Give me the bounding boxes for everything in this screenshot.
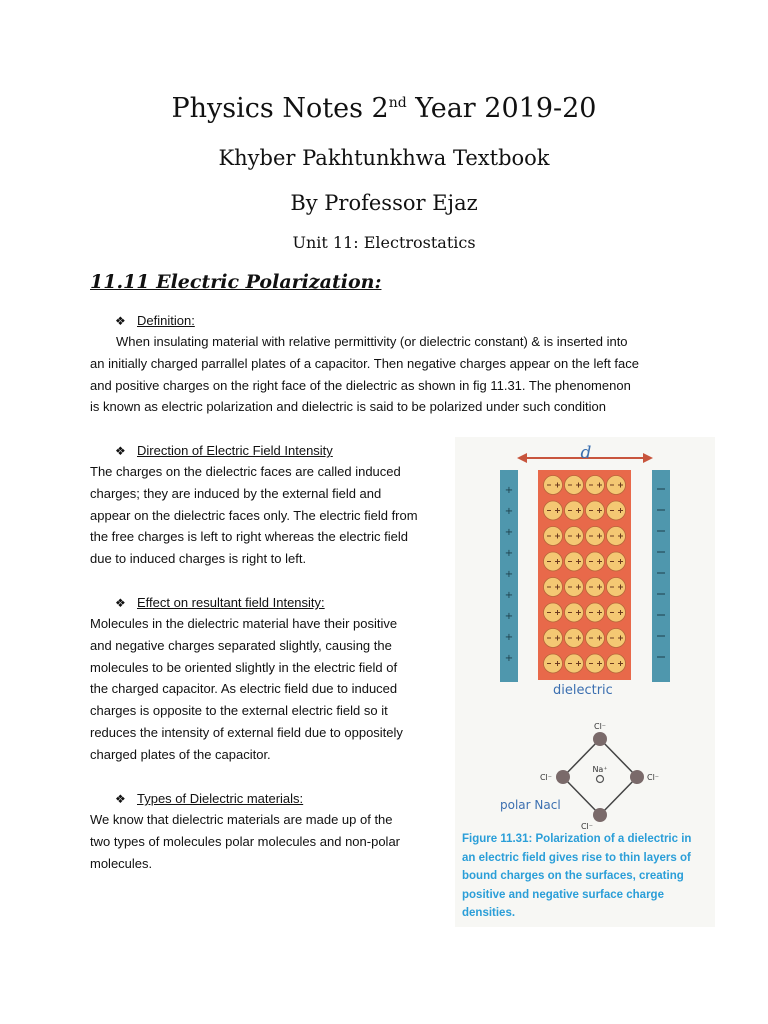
diamond-bullet-icon: ❖ [115,595,126,610]
polar-nacl-label: polar Nacl [500,798,561,812]
types-line: We know that dielectric materials are made up of the [90,812,393,827]
effect-line: charged plates of the capacitor. [90,746,271,762]
definition-bullet [115,313,195,328]
plus-sign-icon: + [504,485,514,496]
cl-bottom-label: Cl⁻ [580,822,593,831]
effect-label: Effect on resultant field Intensity: [137,595,325,610]
effect-line: molecules to be oriented slightly in the electric field of [90,659,398,675]
types-paragraph [90,809,450,874]
plus-sign-icon: + [504,527,514,538]
title-end: Year 2019-20 [406,93,597,124]
chlorine-atom [593,732,607,746]
definition-line: and positive charges on the right face of the dielectric as shown in fig 11.31. The phenomenon [90,377,631,393]
types-line: two types of molecules polar molecules and non-polar [90,833,401,849]
negative-plate [652,470,670,682]
definition-line: an initially charged parrallel plates of a capacitor. Then negative charges appear on the left face [90,355,639,371]
section-heading: 11.11 Electric Polarization: [90,271,382,293]
effect-bullet [115,595,325,610]
diamond-bullet-icon: ❖ [115,443,126,458]
plus-sign-icon: + [504,653,514,664]
direction-bullet [115,443,333,458]
title-superscript: nd [388,95,407,111]
caption-line: an electric field gives rise to thin layers of [462,851,691,864]
subtitle-textbook: Khyber Pakhtunkhwa Textbook [218,146,550,170]
document-title [0,93,768,124]
unit-heading: Unit 11: Electrostatics [292,233,476,252]
effect-line: the charged capacitor. As electric field due to induced [90,681,398,697]
plus-sign-icon: + [504,632,514,643]
cl-left-label: Cl⁻ [539,773,552,782]
effect-paragraph [90,613,450,766]
caption-line: bound charges on the surfaces, creating [462,870,684,882]
diamond-bullet-icon: ❖ [115,313,126,328]
chlorine-atom [630,770,644,784]
plus-sign-icon: + [504,569,514,580]
plus-sign-icon: + [504,611,514,622]
title-main: Physics Notes 2 [171,93,389,124]
caption-line: densities. [462,907,516,919]
direction-paragraph [90,461,450,570]
figure-caption [462,830,707,923]
cl-right-label: Cl⁻ [647,773,660,782]
effect-line: Molecules in the dielectric material have their positive [90,616,398,631]
direction-line: charges; they are induced by the external field and [90,485,382,501]
direction-line: The charges on the dielectric faces are called induced [90,464,401,479]
plate-plus-signs [505,485,513,664]
definition-label: Definition: [137,313,195,328]
effect-line: charges is opposite to the external electric field so it [90,703,388,719]
direction-line: appear on the dielectric faces only. The electric field from [90,507,418,523]
types-bullet [115,791,303,806]
na-label: Na⁺ [592,765,608,774]
dielectric-label: dielectric [553,683,613,698]
plus-sign-icon: + [504,590,514,601]
effect-line: reduces the intensity of external field due to oppositely [90,724,403,740]
distance-label: d [580,443,592,463]
diamond-bullet-icon: ❖ [115,791,126,806]
types-label: Types of Dielectric materials: [137,791,304,806]
direction-line: the free charges is left to right whereas the electric field [90,529,408,545]
definition-paragraph [90,331,690,418]
types-line: molecules. [90,855,153,871]
caption-line: Figure 11.31: Polarization of a dielectric in [462,833,692,845]
definition-line: is known as electric polarization and dielectric is said to be polarized under such condition [90,399,606,415]
definition-line: When insulating material with relative permittivity (or dielectric constant) & is inserted into [116,334,628,349]
plus-sign-icon: + [504,506,514,517]
effect-line: and negative charges separated slightly, causing the [90,637,392,653]
subtitle-author: By Professor Ejaz [290,191,478,215]
cl-top-label: Cl⁻ [593,722,607,731]
caption-line: positive and negative surface charge [462,888,664,901]
direction-line: due to induced charges is right to left. [90,551,307,567]
plus-sign-icon: + [504,548,514,559]
direction-label: Direction of Electric Field Intensity [137,443,333,458]
chlorine-atom [556,770,570,784]
chlorine-atom [593,808,607,822]
